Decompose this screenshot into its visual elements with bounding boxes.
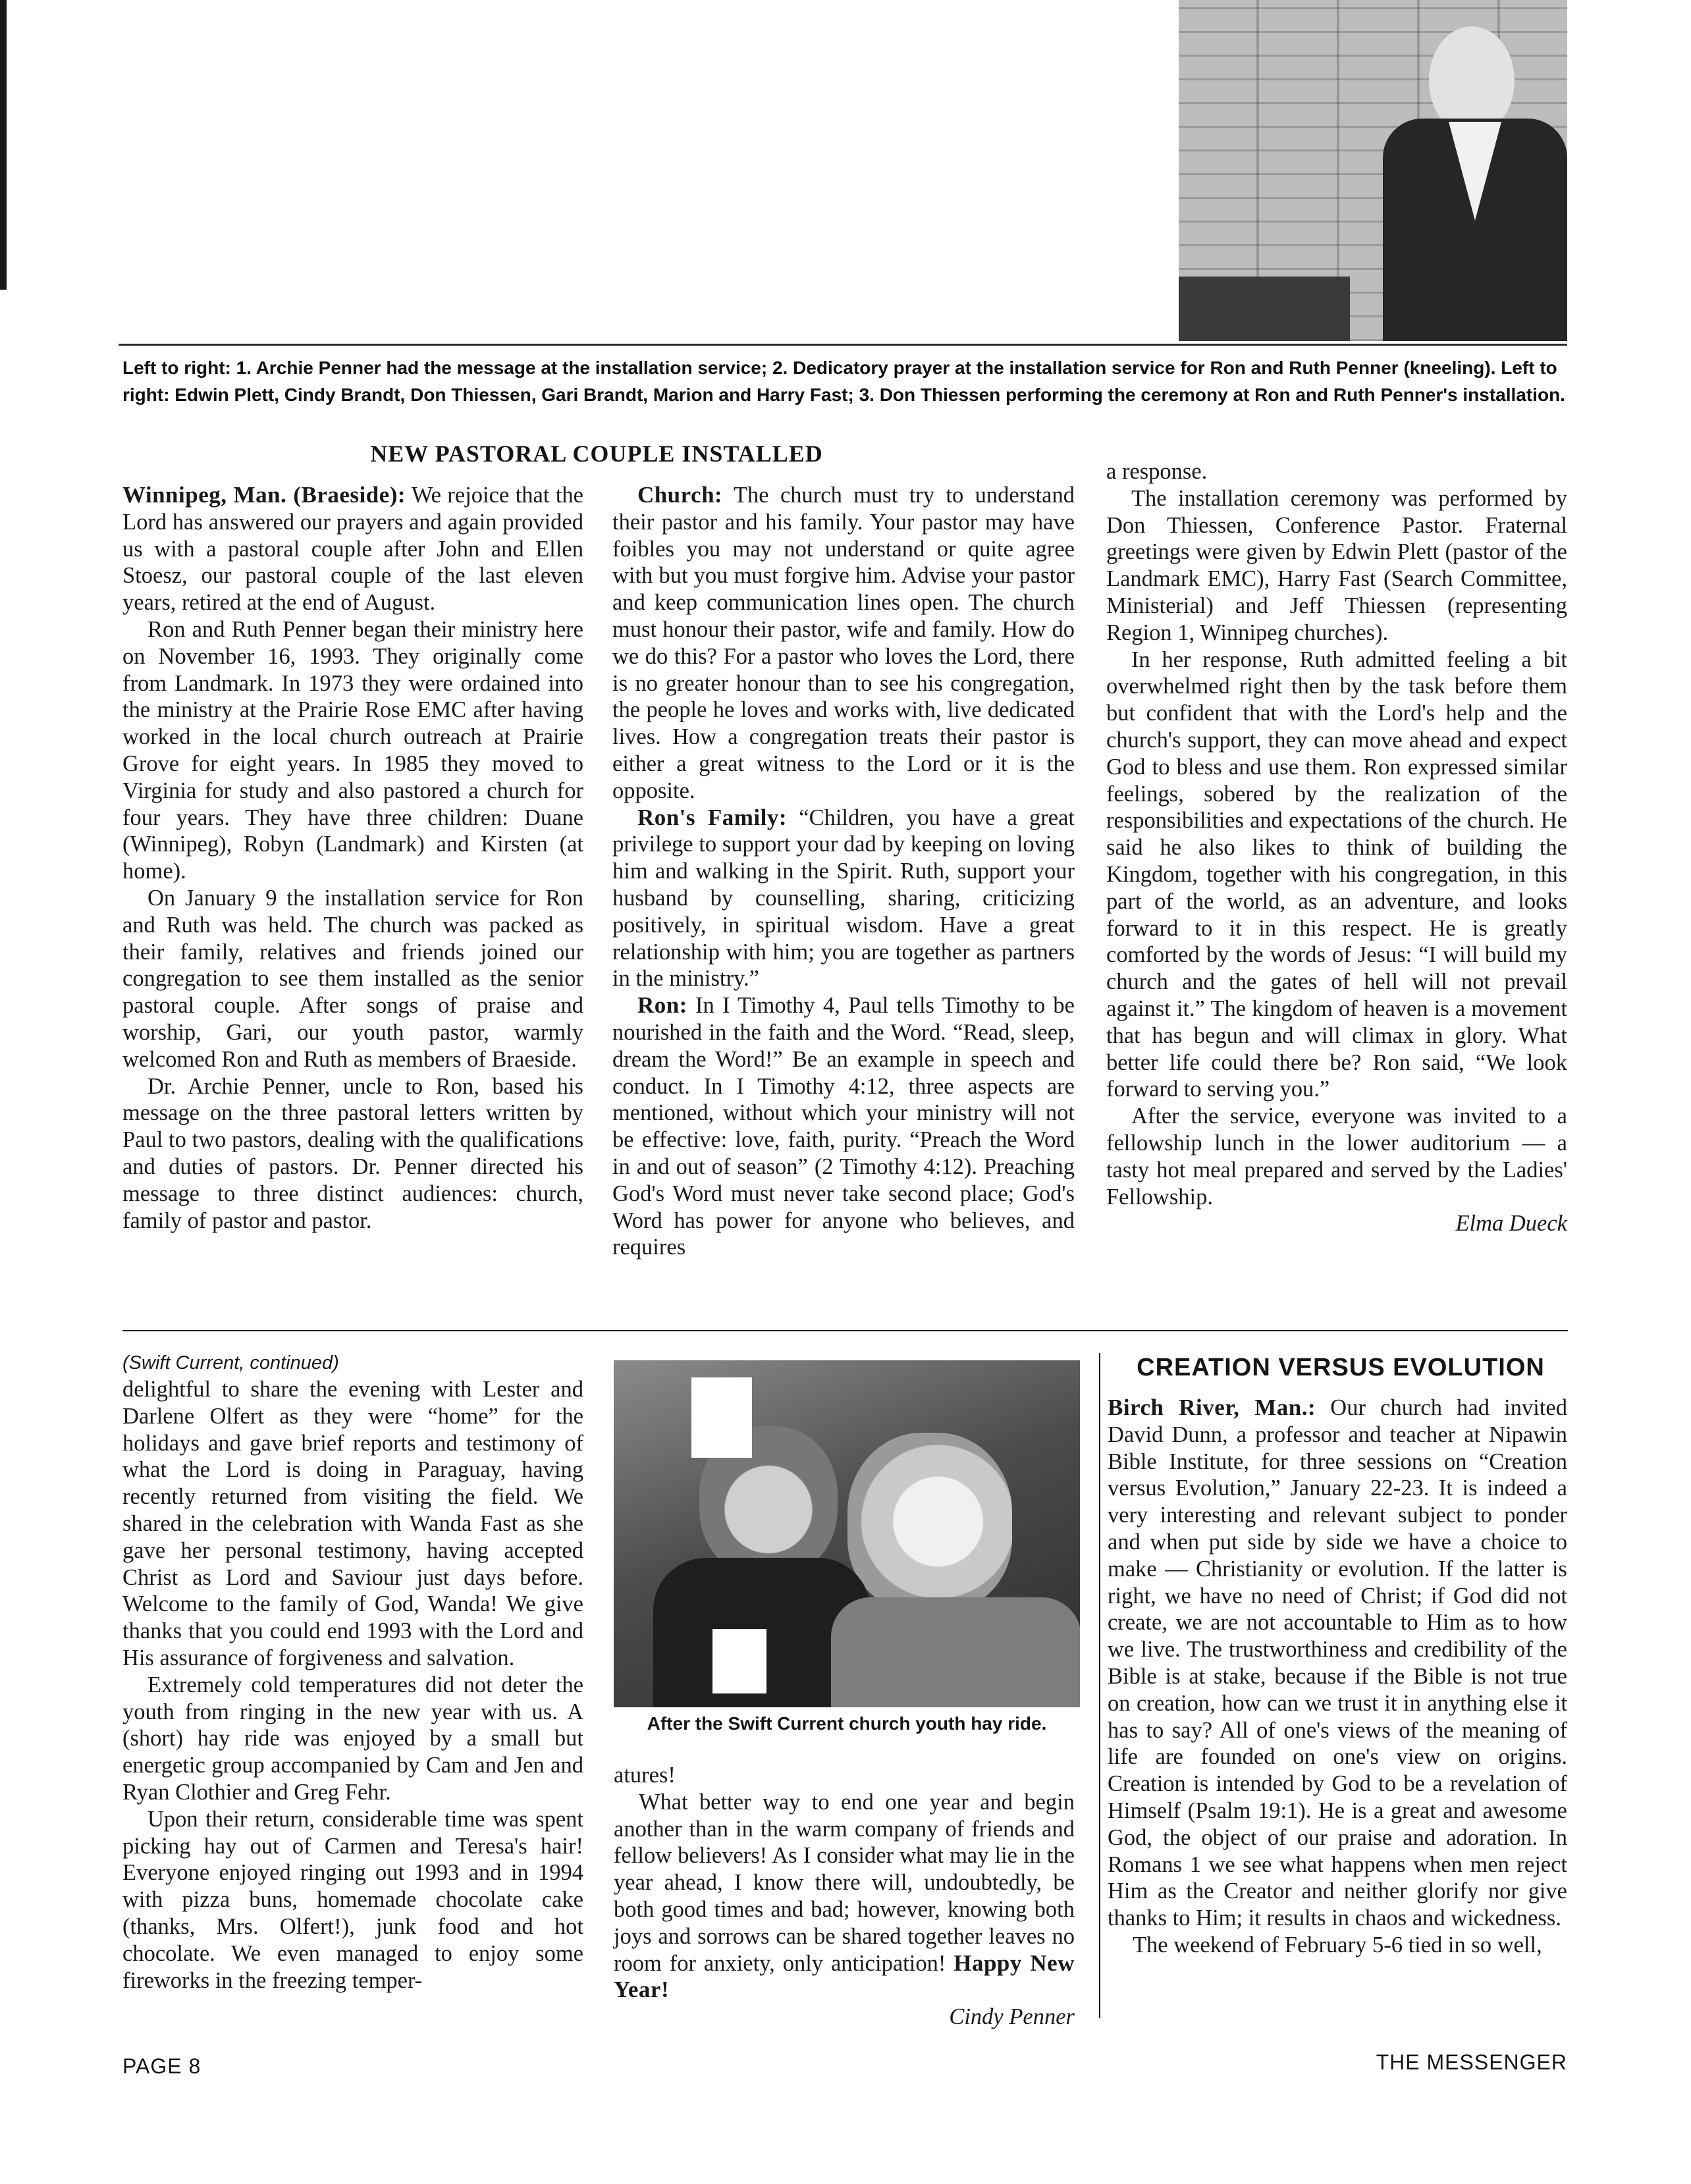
paragraph: Extremely cold temperatures did not deter the youth from ringing in the new year with us. A (short) hay ride was enjoyed by a small but energetic group accompanied by Cam and Jen and Ryan Clothier and Greg Fehr. <box>122 1672 583 1805</box>
paragraph <box>1108 1395 1567 1932</box>
paragraph: The weekend of February 5-6 tied in so well, <box>1132 1932 1542 1958</box>
subhead-ron: Ron: <box>637 992 687 1019</box>
paragraph: Upon their return, considerable time was spent picking hay out of Carmen and Teresa's hair! Everyone enjoyed ringing out 1993 and in 1994 with pizza buns, homemade chocolate cake (thanks, Mrs. Olfert!), junk food and hot chocolate. We even managed to enjoy some fireworks in the freezing temper- <box>122 1806 583 1993</box>
photo-jacket-light <box>831 1597 1080 1707</box>
paragraph: After the service, everyone was invited to a fellowship lunch in the lower auditorium — a tasty hot meal prepared and served by the Ladies' Fellowship. <box>1106 1104 1567 1210</box>
paragraph-text: Our church had invited David Dunn, a professor and teacher at Nipawin Bible Institute, for three sessions on “Creation versus Evolution,” January 22-23. It is indeed a very interesting and relevant subject to ponder and when put side by side we have a choice to make — Christianity or evolution. If the latter is right, we have no need of Christ; if God did not create, we are not accountable to Him as to how we live. The trustworthiness and credibility of the Bible is at stake, because if the Bible is not true on creation, how can we trust it in anything else it has to say? All of one's views of the meaning of life are founded on one's view on origins. Creation is intended by God to be a revelation of Himself (Psalm 19:1). He is a great and awesome God, the object of our praise and adoration. In Romans 1 we see what happens when men reject Him as the Creator and neither glorify nor give thanks to Him; it results in chaos and wickedness. <box>1108 1395 1567 1931</box>
paragraph <box>614 1789 1075 2004</box>
column-divider <box>1099 1353 1100 2018</box>
article2-column-2 <box>614 1762 1075 2031</box>
article-headline-creation: CREATION VERSUS EVOLUTION <box>1137 1354 1545 1381</box>
photo-don-thiessen <box>1179 0 1567 341</box>
article-headline-installed: NEW PASTORAL COUPLE INSTALLED <box>370 440 823 467</box>
redaction-box <box>691 1377 752 1458</box>
publication-name: THE MESSENGER <box>1376 2050 1567 2074</box>
subhead-family: Ron's Family: <box>637 804 788 830</box>
paragraph: a response. <box>1106 459 1208 484</box>
dateline: Birch River, Man.: <box>1108 1395 1316 1420</box>
article1-column-1 <box>122 482 583 1234</box>
article1-column-3 <box>1106 458 1567 1237</box>
paragraph: The installation ceremony was performed by Don Thiessen, Conference Pastor. Fraternal greetings were given by Edwin Plett (pastor of the Landmark EMC), Harry Fast (Search Committee, Ministerial) and Jeff Thiessen (representing Region 1, Winnipeg churches). <box>1106 485 1567 645</box>
paragraph-text: What better way to end one year and begin another than in the warm company of friends and fellow believers! As I consider what may lie in the year ahead, I know there will, undoubtedly, be both good times and bad; however, knowing both joys and sorrows can be shared together leaves no room for anxiety, only anticipation! <box>614 1789 1075 1976</box>
podium <box>1179 277 1350 341</box>
subhead-church: Church: <box>637 482 723 508</box>
article1-column-2 <box>612 482 1075 1261</box>
paragraph: On January 9 the installation service for Ron and Ruth was held. The church was packed as their family, relatives and friends joined our congregation to see them installed as the senior pastoral couple. After songs of praise and worship, Gari, our youth pastor, warmly welcomed Ron and Ruth as members of Braeside. <box>122 885 583 1072</box>
article3-column <box>1108 1395 1567 1959</box>
paragraph: atures! <box>614 1763 676 1788</box>
author-signature: Elma Dueck <box>1455 1211 1567 1237</box>
section-divider <box>122 1330 1568 1331</box>
closing-greeting: Happy New Year! <box>614 1950 1075 2003</box>
paragraph <box>612 992 1075 1261</box>
paragraph <box>612 805 1075 993</box>
hay-ride-caption: After the Swift Current church youth hay ride. <box>647 1713 1047 1734</box>
dateline: Winnipeg, Man. (Braeside): <box>122 482 406 508</box>
paragraph: In her response, Ruth admitted feeling a bit overwhelmed right then by the task before them but confident that with the Lord's help and the church's support, they can move ahead and expect God to bless and use them. Ron expressed similar feelings, sobered by the realization of the responsibilities and expectations of the church. He said he also likes to think of building the Kingdom, together with his congregation, in this part of the world, as an adventure, and looks forward to it in this respect. He is greatly comforted by the words of Jesus: “I will build my church and the gates of hell will not prevail against it.” The kingdom of heaven is a movement that has begun and will climax in glory. What better life could there be? Ron said, “We look forward to serving you.” <box>1106 647 1567 1102</box>
paragraph-text: The church must try to understand their pastor and his family. Your pastor may have foibles you may not understand or quite agree with but you must forgive him. Advise your pastor and keep communication lines open. The church must honour their pastor, wife and family. How do we do this? For a pastor who loves the Lord, there is no greater honour than to see his congregation, the people he loves and works with, live dedicated lives. How a congregation treats their pastor is either a great witness to the Lord or it is the opposite. <box>612 483 1075 803</box>
author-signature: Cindy Penner <box>949 2004 1075 2030</box>
paragraph <box>612 482 1075 805</box>
photo-caption: Left to right: 1. Archie Penner had the message at the installation service; 2. Dedicatory prayer at the installation service for Ron and Ruth Penner (kneeling). Left to right: Edwin Plett, Cindy Brandt, Don Thiessen, Gari Brandt, Marion and Harry Fast; 3. Don Thiessen performing the ceremony at Ron and Ruth Penner's installation. <box>122 358 1565 405</box>
paragraph: delightful to share the evening with Lester and Darlene Olfert as they were “home” for the holidays and gave brief reports and testimony of what the Lord is doing in Paraguay, having recently returned from visiting the field. We shared in the celebration with Wanda Fast as she gave her personal testimony, having accepted Christ as Lord and Saviour just days before. Welcome to the family of God, Wanda! We give thanks that you could end 1993 with the Lord and His assurance of forgiveness and salvation. <box>122 1377 583 1670</box>
article2-column-1 <box>122 1350 583 1994</box>
photo-hay-ride <box>614 1360 1080 1707</box>
photo-person-woman <box>847 1433 1012 1611</box>
paragraph: Ron and Ruth Penner began their ministry here on November 16, 1993. They originally come from Landmark. In 1973 they were ordained into the ministry at the Prairie Rose EMC after having worked in the local church outreach at Prairie Grove for eight years. In 1985 they moved to Virginia for study and also pastored a church for four years. They have three children: Duane (Winnipeg), Robyn (Landmark) and Kirsten (at home). <box>122 616 583 884</box>
paragraph-text: We rejoice that the Lord has answered our prayers and again provided us with a pastoral couple after John and Ellen Stoesz, our pastoral couple of the last eleven years, retired at the end of August. <box>122 483 583 616</box>
paragraph-text: “Children, you have a great privilege to support your dad by keeping on loving him and walking in the Spirit. Ruth, support your husband by counselling, sharing, criticizing positively, in spiritual wisdom. Have a great relationship with him; you are together as partners in the ministry.” <box>612 805 1075 992</box>
scan-edge <box>0 0 7 290</box>
continued-label: (Swift Current, continued) <box>122 1352 339 1373</box>
paragraph-text: In I Timothy 4, Paul tells Timothy to be nourished in the faith and the Word. “Read, sleep, dream the Word!” Be an example in speech and conduct. In I Timothy 4:12, three aspects are mentioned, without which your ministry will not be effective: love, faith, purity. “Preach the Word in and out of season” (2 Timothy 4:12). Preaching God's Word must never take second place; God's Word has power for anyone who believes, and requires <box>612 993 1075 1260</box>
paragraph <box>122 482 583 616</box>
page-number: PAGE 8 <box>122 2054 201 2078</box>
redaction-box <box>712 1629 766 1693</box>
paragraph: Dr. Archie Penner, uncle to Ron, based his message on the three pastoral letters written by Paul to two pastors, dealing with the qualifications and duties of pastors. Dr. Penner directed his message to three distinct audiences: church, family of pastor and pastor. <box>122 1073 583 1233</box>
